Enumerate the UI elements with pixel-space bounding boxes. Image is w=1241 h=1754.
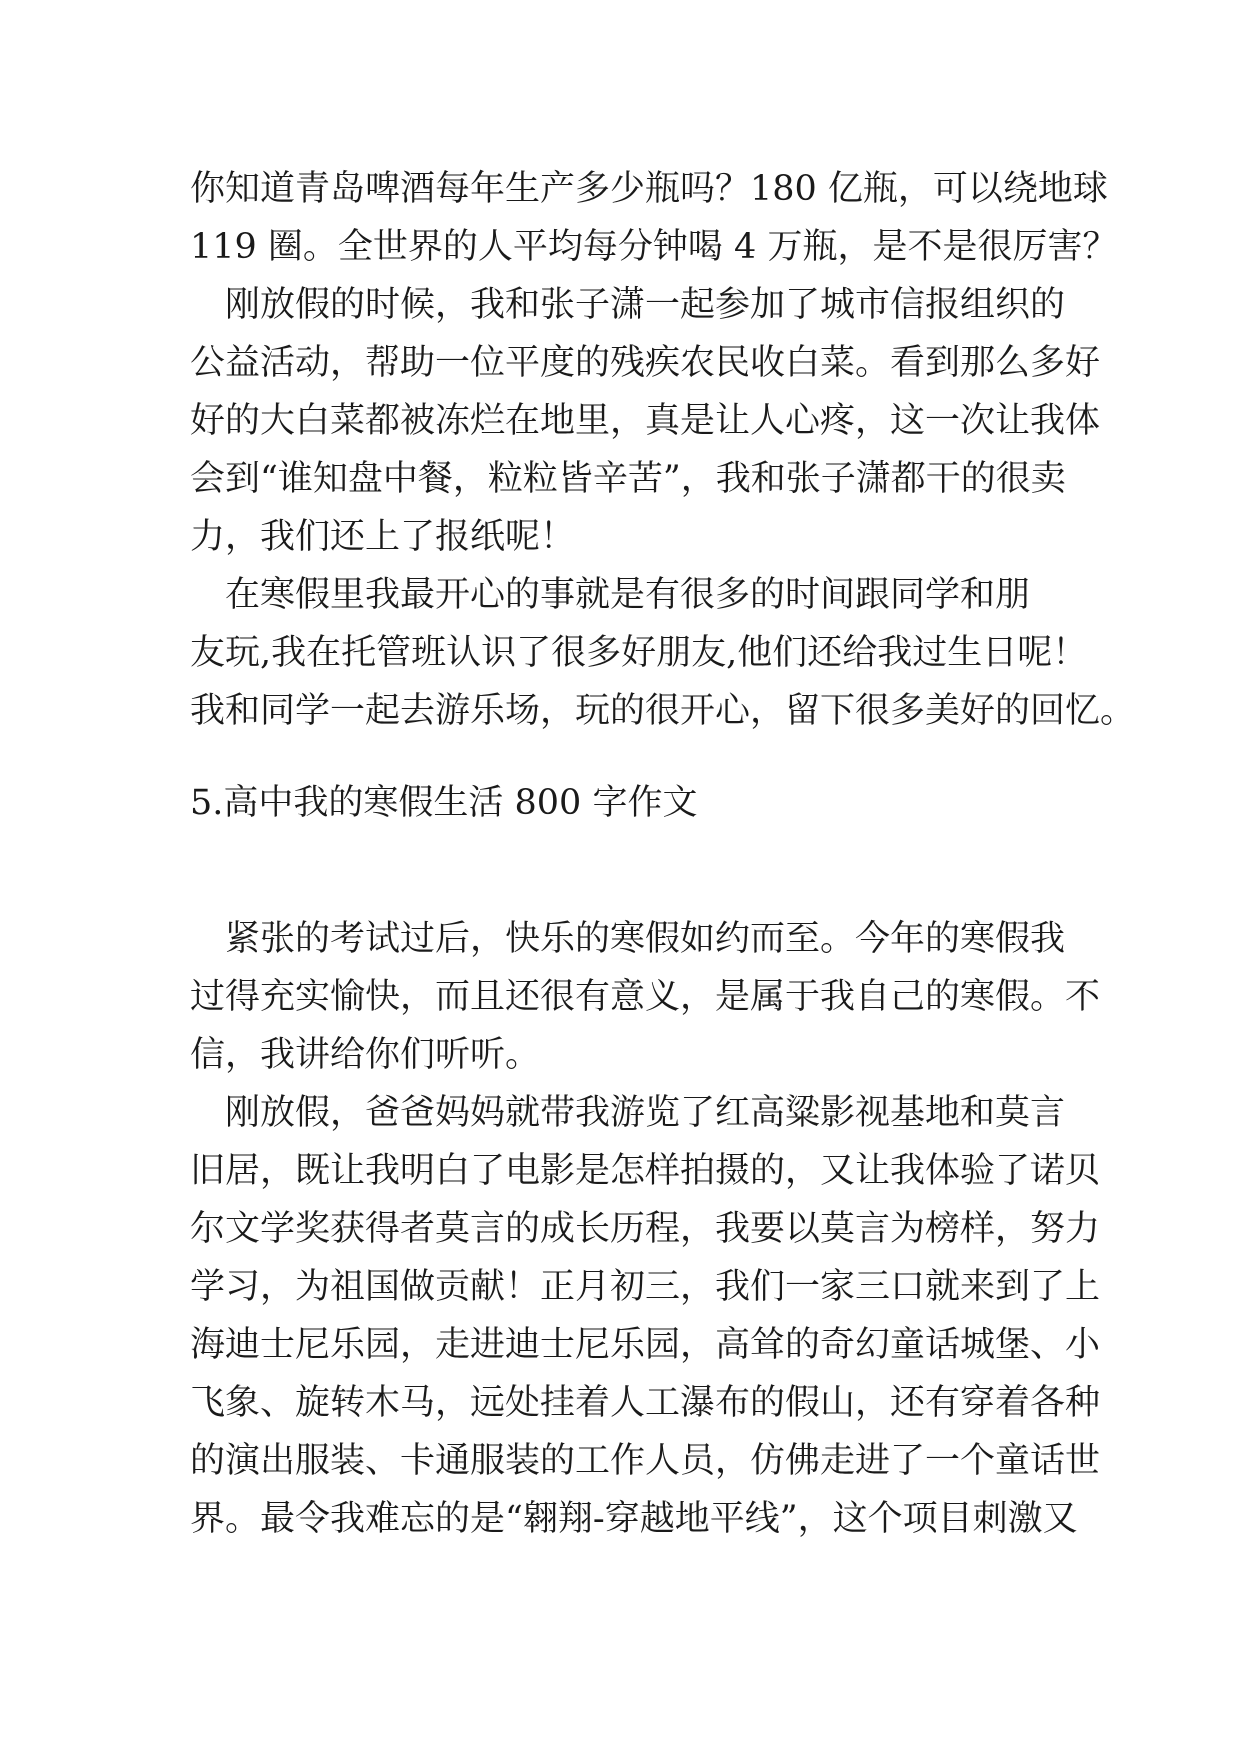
text-line: 飞象、旋转木马，远处挂着人工瀑布的假山，还有穿着各种 <box>190 1383 1101 1423</box>
text-line: 刚放假，爸爸妈妈就带我游览了红高粱影视基地和莫言 <box>190 1093 1066 1133</box>
text-line: 信，我讲给你们听听。 <box>190 1035 541 1075</box>
text-line: 公益活动，帮助一位平度的残疾农民收白菜。看到那么多好 <box>190 343 1101 383</box>
text-line: 我和同学一起去游乐场，玩的很开心，留下很多美好的回忆。 <box>190 691 1136 731</box>
text-line: 你知道青岛啤酒每年生产多少瓶吗？180 亿瓶，可以绕地球 <box>190 169 1108 209</box>
text-line: 好的大白菜都被冻烂在地里，真是让人心疼，这一次让我体 <box>190 401 1101 441</box>
text-line: 紧张的考试过后，快乐的寒假如约而至。今年的寒假我 <box>190 919 1066 959</box>
section-heading: 5.高中我的寒假生活 800 字作文 <box>190 783 698 823</box>
section-1-body <box>190 160 1136 740</box>
text-line: 海迪士尼乐园，走进迪士尼乐园，高耸的奇幻童话城堡、小 <box>190 1325 1101 1365</box>
text-line: 119 圈。全世界的人平均每分钟喝 4 万瓶，是不是很厉害？ <box>190 227 1118 267</box>
text-line: 友玩,我在托管班认识了很多好朋友,他们还给我过生日呢！ <box>190 633 1088 673</box>
text-line: 界。最令我难忘的是“翱翔-穿越地平线”，这个项目刺激又 <box>190 1499 1078 1539</box>
text-line: 刚放假的时候，我和张子潇一起参加了城市信报组织的 <box>190 285 1066 325</box>
text-line: 会到“谁知盘中餐，粒粒皆辛苦”，我和张子潇都干的很卖 <box>190 459 1066 499</box>
text-line: 的演出服装、卡通服装的工作人员，仿佛走进了一个童话世 <box>190 1441 1101 1481</box>
text-line: 过得充实愉快，而且还很有意义，是属于我自己的寒假。不 <box>190 977 1101 1017</box>
text-line: 学习，为祖国做贡献！正月初三，我们一家三口就来到了上 <box>190 1267 1101 1307</box>
section-2-body <box>190 910 1101 1548</box>
text-line: 尔文学奖获得者莫言的成长历程，我要以莫言为榜样，努力 <box>190 1209 1101 1249</box>
text-line: 力，我们还上了报纸呢！ <box>190 517 576 557</box>
text-line: 旧居，既让我明白了电影是怎样拍摄的，又让我体验了诺贝 <box>190 1151 1101 1191</box>
text-line: 在寒假里我最开心的事就是有很多的时间跟同学和朋 <box>190 575 1031 615</box>
